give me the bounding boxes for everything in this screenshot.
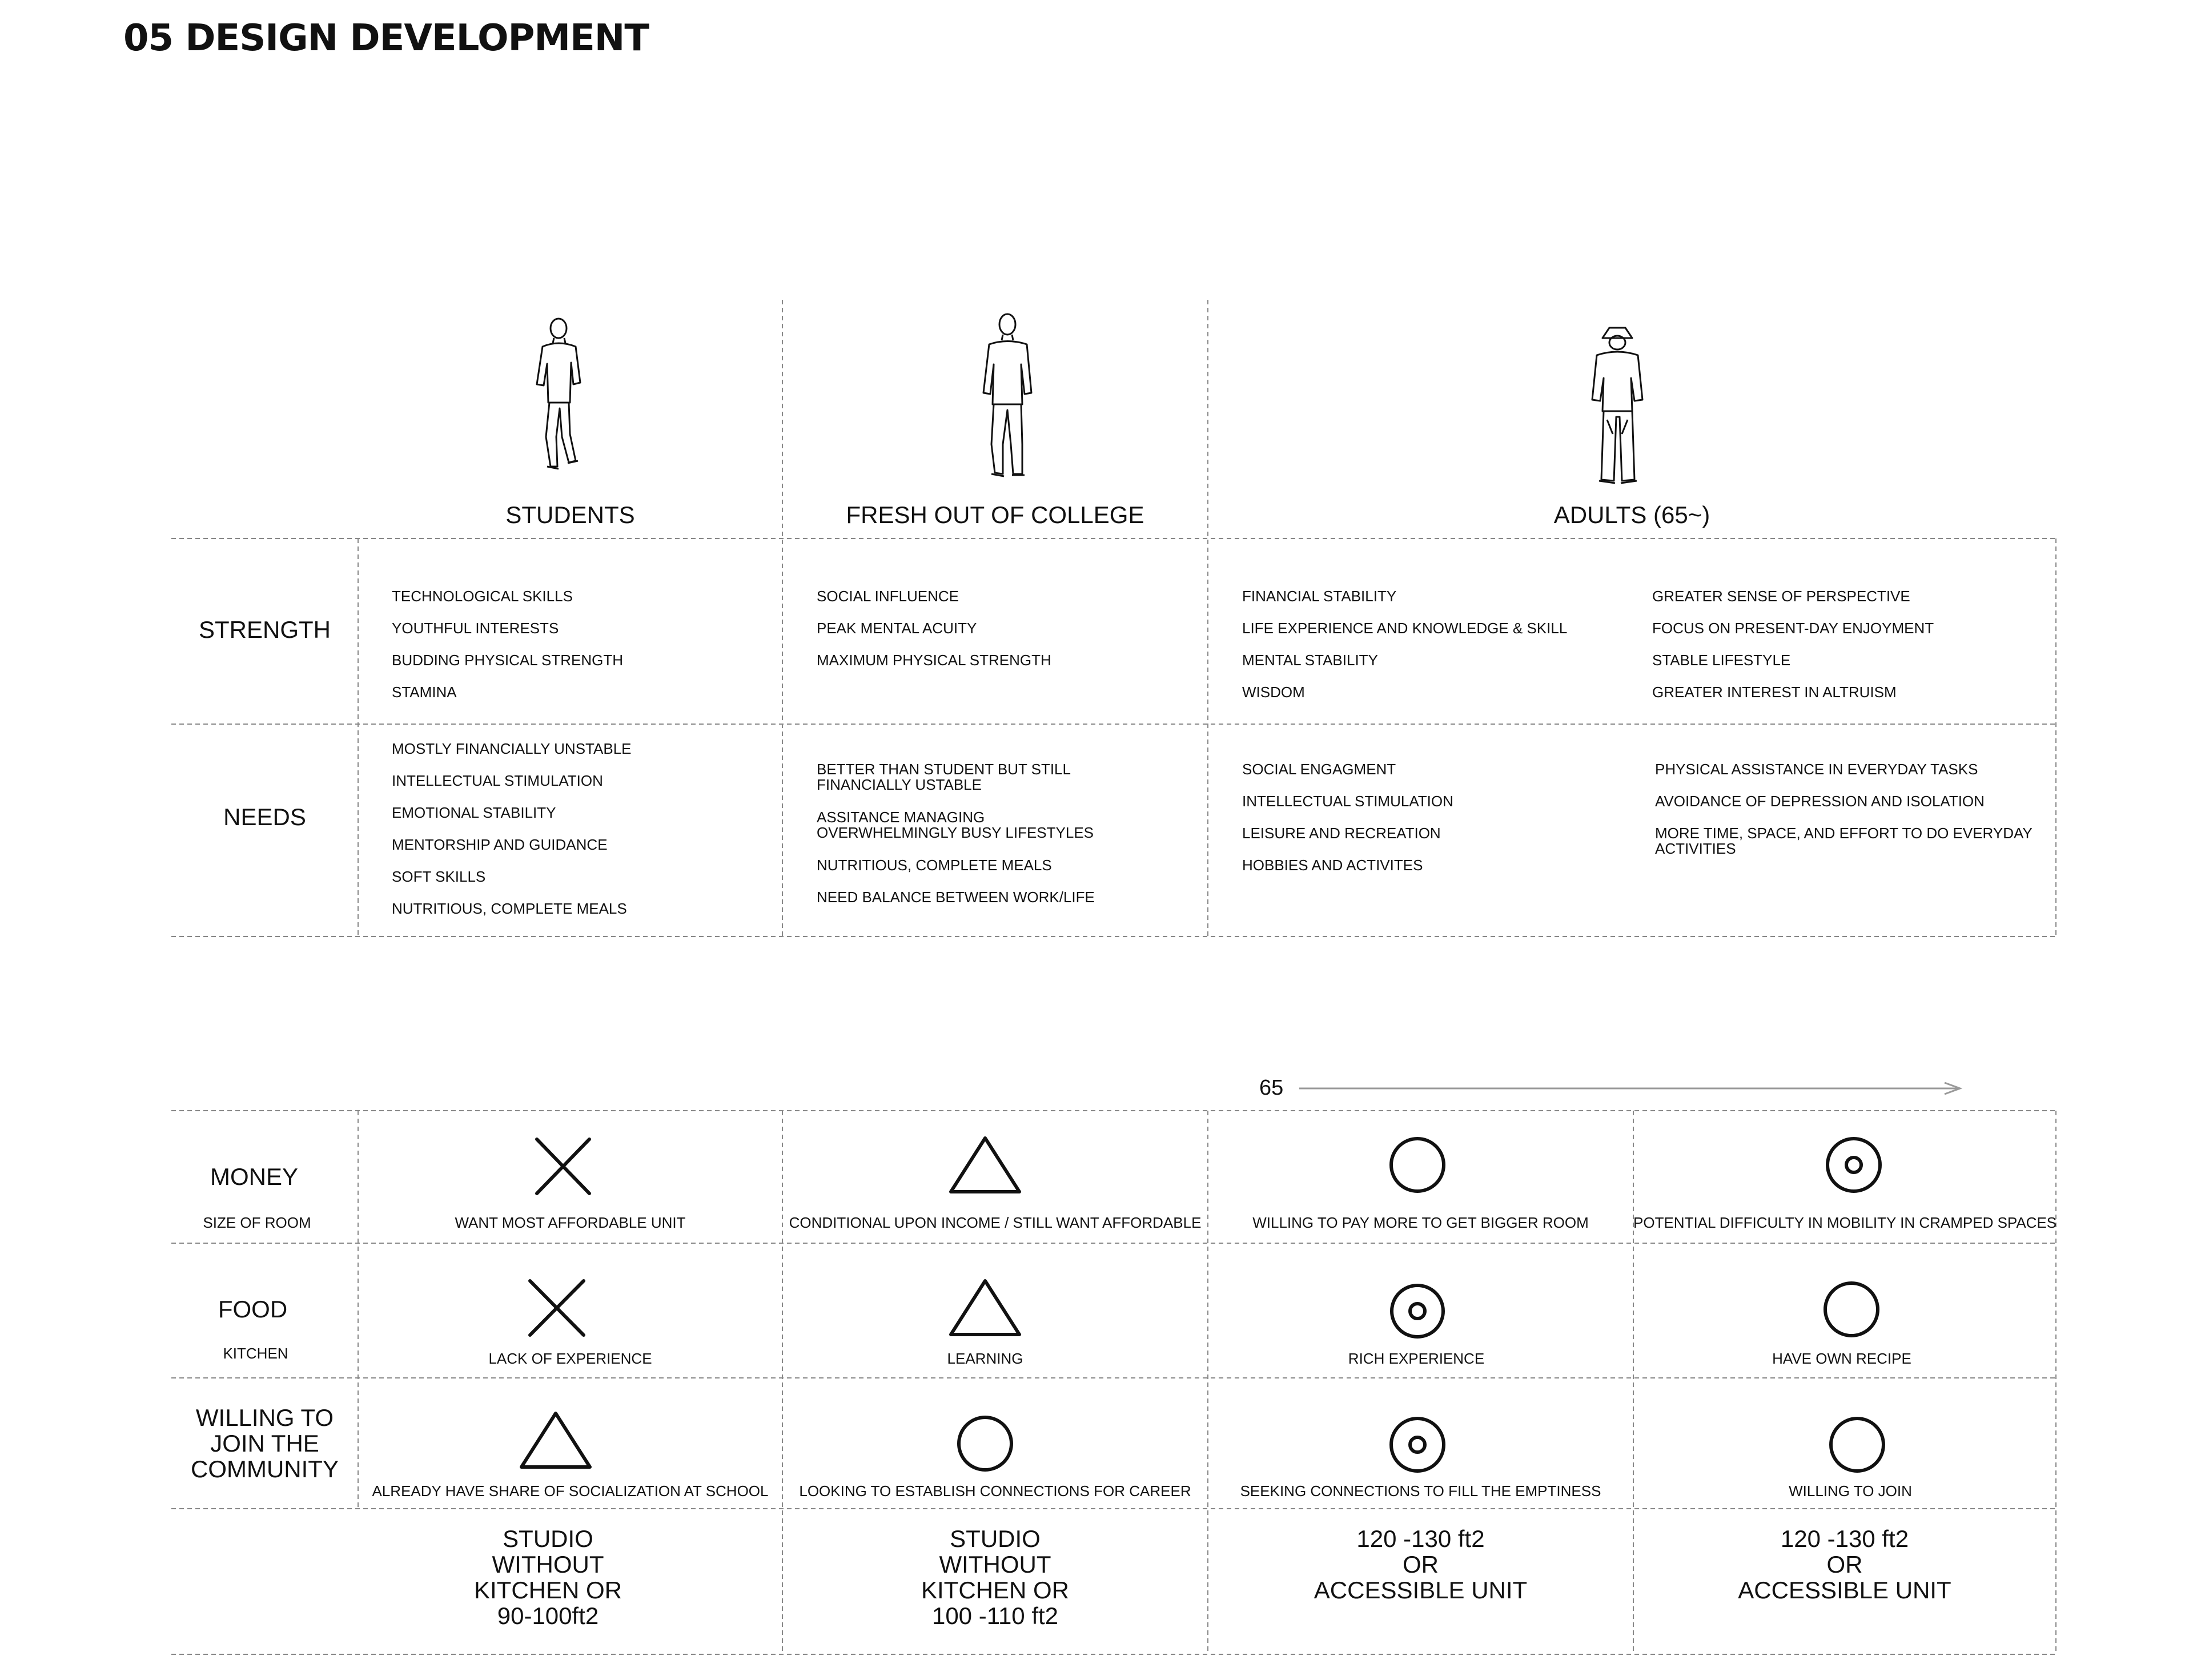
list-item: NEED BALANCE BETWEEN WORK/LIFE bbox=[817, 889, 1095, 906]
list-item: GREATER INTEREST IN ALTRUISM bbox=[1652, 684, 1897, 701]
list-item: INTELLECTUAL STIMULATION bbox=[1242, 793, 1453, 810]
unit-students bbox=[358, 1526, 738, 1629]
unit-line: KITCHEN OR bbox=[921, 1577, 1069, 1603]
group-header-adults: ADULTS (65~) bbox=[1553, 501, 1710, 528]
list-item: AVOIDANCE OF DEPRESSION AND ISOLATION bbox=[1655, 793, 1985, 810]
circle-icon bbox=[1825, 1283, 1878, 1336]
list-item: MORE TIME, SPACE, AND EFFORT TO DO EVERYDAY bbox=[1655, 825, 2033, 842]
triangle-icon bbox=[521, 1413, 590, 1467]
list-item: HOBBIES AND ACTIVITES bbox=[1242, 857, 1423, 874]
list-item: BUDDING PHYSICAL STRENGTH bbox=[392, 652, 623, 669]
matrix-sub-money: SIZE OF ROOM bbox=[203, 1214, 311, 1231]
list-item: STAMINA bbox=[392, 684, 457, 701]
list-item: NUTRITIOUS, COMPLETE MEALS bbox=[392, 900, 627, 917]
caption: WILLING TO JOIN bbox=[1789, 1482, 1912, 1500]
list-item: FINANCIAL STABILITY bbox=[1242, 588, 1397, 605]
list-item: EMOTIONAL STABILITY bbox=[392, 804, 556, 821]
unit-line: WITHOUT bbox=[492, 1551, 604, 1578]
list-item: LEISURE AND RECREATION bbox=[1242, 825, 1441, 842]
list-item-cont: FINANCIALLY USTABLE bbox=[817, 776, 982, 793]
label-line: COMMUNITY bbox=[191, 1456, 339, 1482]
double-circle-icon bbox=[1392, 1285, 1443, 1337]
unit-line: WITHOUT bbox=[939, 1551, 1051, 1578]
list-item: SOCIAL INFLUENCE bbox=[817, 588, 959, 605]
caption: WILLING TO PAY MORE TO GET BIGGER ROOM bbox=[1252, 1214, 1589, 1231]
list-item-cont: OVERWHELMINGLY BUSY LIFESTYLES bbox=[817, 824, 1094, 841]
matrix-label-money: MONEY bbox=[210, 1163, 298, 1190]
list-item: PEAK MENTAL ACUITY bbox=[817, 620, 977, 637]
unit-line: OR bbox=[1826, 1551, 1863, 1578]
list-item: ASSITANCE MANAGING bbox=[817, 809, 985, 826]
list-item: MAXIMUM PHYSICAL STRENGTH bbox=[817, 652, 1051, 669]
triangle-icon bbox=[951, 1138, 1019, 1192]
list-item: WISDOM bbox=[1242, 684, 1305, 701]
unit-adults-a bbox=[1208, 1526, 1633, 1603]
circle-icon bbox=[959, 1417, 1011, 1470]
caption: SEEKING CONNECTIONS TO FILL THE EMPTINESS bbox=[1240, 1482, 1601, 1500]
unit-line: 100 -110 ft2 bbox=[931, 1602, 1059, 1629]
unit-line: ACCESSIBLE UNIT bbox=[1314, 1577, 1528, 1603]
cross-icon bbox=[537, 1139, 589, 1193]
list-item: PHYSICAL ASSISTANCE IN EVERYDAY TASKS bbox=[1655, 761, 1978, 778]
unit-line: 120 -130 ft2 bbox=[1356, 1525, 1485, 1552]
caption: POTENTIAL DIFFICULTY IN MOBILITY IN CRAMPED SPACES bbox=[1633, 1214, 2057, 1231]
list-item: YOUTHFUL INTERESTS bbox=[392, 620, 559, 637]
double-circle-icon bbox=[1827, 1139, 1880, 1191]
row-label-strength: STRENGTH bbox=[199, 616, 331, 643]
triangle-icon bbox=[951, 1281, 1019, 1335]
caption: LACK OF EXPERIENCE bbox=[488, 1350, 652, 1367]
cross-icon bbox=[530, 1281, 584, 1335]
unit-line: OR bbox=[1403, 1551, 1439, 1578]
unit-line: STUDIO bbox=[950, 1525, 1041, 1552]
list-item: NUTRITIOUS, COMPLETE MEALS bbox=[817, 857, 1052, 874]
list-item-cont: ACTIVITIES bbox=[1655, 840, 1736, 857]
list-item: SOCIAL ENGAGMENT bbox=[1242, 761, 1396, 778]
label-line: JOIN THE bbox=[210, 1430, 319, 1457]
caption: RICH EXPERIENCE bbox=[1348, 1350, 1485, 1367]
age-marker-label: 65 bbox=[1259, 1076, 1284, 1100]
unit-adults-b bbox=[1633, 1526, 2056, 1603]
list-item: TECHNOLOGICAL SKILLS bbox=[392, 588, 573, 605]
matrix-sub-food: KITCHEN bbox=[223, 1345, 288, 1362]
caption: WANT MOST AFFORDABLE UNIT bbox=[455, 1214, 686, 1231]
unit-fresh bbox=[782, 1526, 1208, 1629]
caption: LOOKING TO ESTABLISH CONNECTIONS FOR CAREER bbox=[799, 1482, 1191, 1500]
list-item: MENTORSHIP AND GUIDANCE bbox=[392, 836, 608, 853]
caption: HAVE OWN RECIPE bbox=[1772, 1350, 1911, 1367]
list-item: GREATER SENSE OF PERSPECTIVE bbox=[1652, 588, 1910, 605]
group-header-students: STUDENTS bbox=[505, 501, 635, 528]
caption: LEARNING bbox=[947, 1350, 1023, 1367]
list-item: FOCUS ON PRESENT-DAY ENJOYMENT bbox=[1652, 620, 1934, 637]
list-item: INTELLECTUAL STIMULATION bbox=[392, 772, 603, 789]
list-item: LIFE EXPERIENCE AND KNOWLEDGE & SKILL bbox=[1242, 620, 1568, 637]
double-circle-icon bbox=[1391, 1418, 1444, 1471]
page-title: 05 DESIGN DEVELOPMENT bbox=[123, 17, 649, 59]
unit-line: ACCESSIBLE UNIT bbox=[1738, 1577, 1951, 1603]
list-item: SOFT SKILLS bbox=[392, 868, 486, 885]
list-item: MENTAL STABILITY bbox=[1242, 652, 1378, 669]
caption: CONDITIONAL UPON INCOME / STILL WANT AFFORDABLE bbox=[789, 1214, 1202, 1231]
group-header-fresh: FRESH OUT OF COLLEGE bbox=[846, 501, 1144, 528]
caption: ALREADY HAVE SHARE OF SOCIALIZATION AT SCHOOL bbox=[372, 1482, 769, 1500]
matrix-label-food: FOOD bbox=[218, 1296, 288, 1323]
list-item: BETTER THAN STUDENT BUT STILL bbox=[817, 761, 1071, 778]
unit-line: KITCHEN OR bbox=[473, 1577, 622, 1603]
unit-line: 120 -130 ft2 bbox=[1780, 1525, 1909, 1552]
unit-line: STUDIO bbox=[503, 1525, 593, 1552]
unit-line: 90-100ft2 bbox=[497, 1602, 599, 1629]
row-label-needs: NEEDS bbox=[223, 803, 306, 830]
circle-icon bbox=[1391, 1139, 1444, 1191]
list-item: STABLE LIFESTYLE bbox=[1652, 652, 1791, 669]
label-line: WILLING TO bbox=[195, 1404, 334, 1431]
list-item: MOSTLY FINANCIALLY UNSTABLE bbox=[392, 740, 632, 757]
circle-icon bbox=[1831, 1418, 1883, 1471]
